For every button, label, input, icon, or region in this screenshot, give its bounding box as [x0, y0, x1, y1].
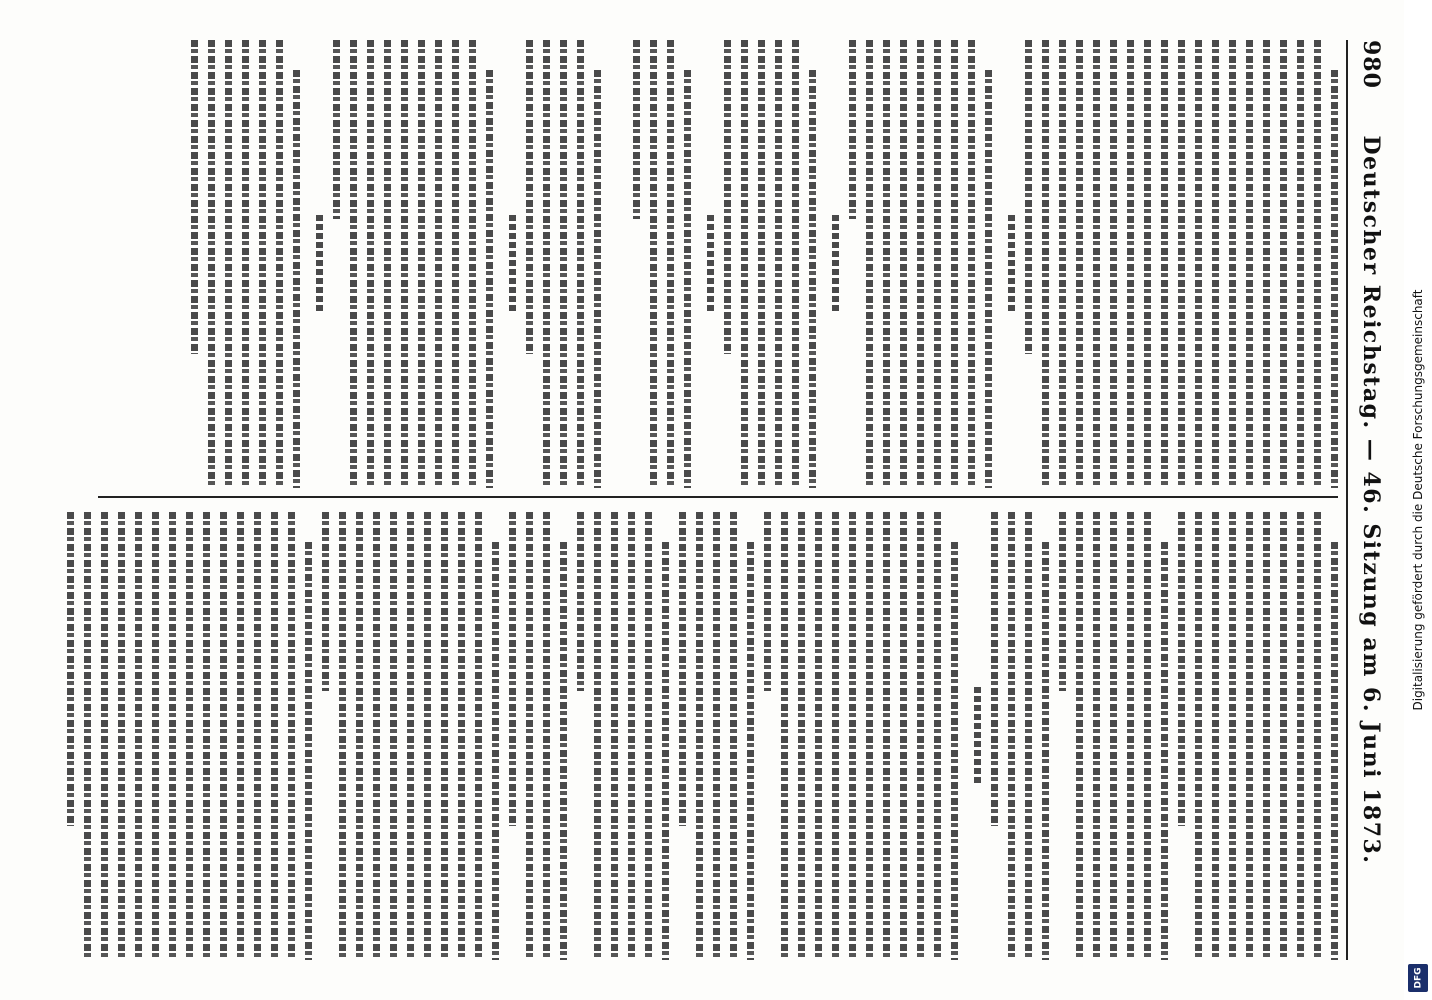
text-line [679, 512, 686, 826]
text-line [849, 512, 856, 960]
text-line [560, 40, 567, 488]
text-line [1229, 40, 1236, 488]
text-line [526, 40, 533, 354]
text-line [775, 40, 782, 488]
text-line [486, 70, 493, 488]
text-line [118, 512, 125, 960]
text-line [1110, 40, 1117, 488]
text-line [809, 70, 816, 488]
text-line [390, 512, 397, 960]
text-line [208, 40, 215, 488]
text-line [242, 40, 249, 488]
text-line [741, 40, 748, 488]
text-line [866, 512, 873, 960]
text-line [1212, 40, 1219, 488]
text-line [254, 512, 261, 960]
text-line [764, 512, 771, 691]
stage-direction-text [832, 215, 839, 314]
text-line [84, 512, 91, 960]
page-header [1354, 40, 1388, 960]
text-line [645, 512, 652, 960]
text-line [441, 512, 448, 960]
text-line [1025, 40, 1032, 354]
text-line [259, 40, 266, 488]
text-line [1212, 512, 1219, 960]
text-line [1297, 40, 1304, 488]
text-line [367, 40, 374, 488]
text-line [866, 40, 873, 488]
text-line [1263, 512, 1270, 960]
text-line [1008, 512, 1015, 960]
text-line [1076, 40, 1083, 488]
text-line [424, 512, 431, 960]
text-line [1331, 542, 1338, 960]
text-line [1093, 40, 1100, 488]
text-line [1178, 512, 1185, 826]
stage-direction-text [974, 687, 981, 786]
text-line [305, 542, 312, 960]
text-line [407, 512, 414, 960]
text-line [418, 40, 425, 488]
text-line [900, 512, 907, 960]
text-line [1178, 40, 1185, 488]
text-line [203, 512, 210, 960]
text-line [951, 542, 958, 960]
rotated-page-content [80, 0, 1400, 1000]
text-line [1297, 512, 1304, 960]
text-line [322, 512, 329, 691]
dfg-logo [1408, 964, 1428, 992]
text-line [1280, 40, 1287, 488]
text-line [792, 40, 799, 488]
text-line [968, 40, 975, 488]
text-line [1161, 40, 1168, 488]
text-line [1144, 512, 1151, 960]
text-line [152, 512, 159, 960]
text-line [543, 40, 550, 488]
text-line [509, 512, 516, 826]
text-line [628, 512, 635, 960]
text-line [1195, 512, 1202, 960]
text-line [1314, 40, 1321, 488]
text-line [225, 40, 232, 488]
text-line [101, 512, 108, 960]
text-line [339, 512, 346, 960]
text-line [452, 40, 459, 488]
text-line [276, 40, 283, 488]
stage-direction-text [509, 215, 516, 314]
text-line [1127, 40, 1134, 488]
text-line [435, 40, 442, 488]
text-line [730, 512, 737, 960]
text-line [373, 512, 380, 960]
text-line [135, 512, 142, 960]
text-line [1110, 512, 1117, 960]
text-line [384, 40, 391, 488]
text-line [560, 542, 567, 960]
text-line [815, 512, 822, 960]
text-line [333, 40, 340, 219]
text-line [1195, 40, 1202, 488]
text-line [1093, 512, 1100, 960]
text-line [798, 512, 805, 960]
text-line [917, 40, 924, 488]
text-line [191, 40, 198, 354]
text-line [1059, 40, 1066, 488]
text-line [684, 70, 691, 488]
text-line [1314, 512, 1321, 960]
text-line [1059, 512, 1066, 691]
text-line [917, 512, 924, 960]
text-line [900, 40, 907, 488]
text-line [543, 512, 550, 960]
text-line [724, 40, 731, 354]
text-line [696, 512, 703, 960]
text-line [475, 512, 482, 960]
text-line [1144, 40, 1151, 488]
text-line [350, 40, 357, 488]
text-column-left [98, 40, 1338, 488]
text-line [758, 40, 765, 488]
text-line [951, 40, 958, 488]
text-line [650, 40, 657, 488]
text-line [293, 70, 300, 488]
text-line [469, 40, 476, 488]
text-line [1042, 542, 1049, 960]
text-line [288, 512, 295, 960]
text-line [781, 512, 788, 960]
text-line [1229, 512, 1236, 960]
text-line [356, 512, 363, 960]
text-line [1025, 512, 1032, 960]
digitization-credit-strip [1404, 0, 1432, 1000]
text-line [849, 40, 856, 219]
running-title: Deutscher Reichstag. — 46. Sitzung am 6. Juni 1873. [1358, 135, 1384, 865]
stage-direction-text [707, 215, 714, 314]
text-line [832, 512, 839, 960]
text-line [1127, 512, 1134, 960]
text-line [611, 512, 618, 960]
page-number: 980 [1358, 40, 1384, 89]
text-line [883, 512, 890, 960]
header-rule [1346, 40, 1348, 960]
text-line [169, 512, 176, 960]
text-line [934, 40, 941, 488]
text-line [1042, 40, 1049, 488]
text-line [1246, 512, 1253, 960]
text-line [991, 512, 998, 826]
text-line [633, 40, 640, 219]
text-line [271, 512, 278, 960]
text-line [1076, 512, 1083, 960]
text-line [747, 542, 754, 960]
stage-direction-text [316, 215, 323, 314]
dfg-logo-text: DFG [1413, 967, 1424, 989]
text-line [594, 512, 601, 960]
text-line [883, 40, 890, 488]
text-line [220, 512, 227, 960]
text-line [526, 512, 533, 960]
text-line [1246, 40, 1253, 488]
text-line [577, 40, 584, 488]
text-line [713, 512, 720, 960]
text-line [662, 542, 669, 960]
text-column-right [98, 512, 1338, 960]
text-line [934, 512, 941, 960]
text-line [594, 70, 601, 488]
text-line [985, 70, 992, 488]
text-line [492, 542, 499, 960]
digitization-credit: Digitalisierung gefördert durch die Deutsche Forschungsgemeinschaft [1411, 289, 1425, 711]
text-line [458, 512, 465, 960]
text-line [401, 40, 408, 488]
text-line [667, 40, 674, 488]
text-line [577, 512, 584, 691]
text-line [1161, 542, 1168, 960]
text-line [1331, 70, 1338, 488]
column-divider [98, 496, 1338, 498]
paragraph-gap [601, 40, 623, 488]
text-line [237, 512, 244, 960]
text-line [186, 512, 193, 960]
text-line [1280, 512, 1287, 960]
text-line [1263, 40, 1270, 488]
text-line [67, 512, 74, 826]
stage-direction-text [1008, 215, 1015, 314]
